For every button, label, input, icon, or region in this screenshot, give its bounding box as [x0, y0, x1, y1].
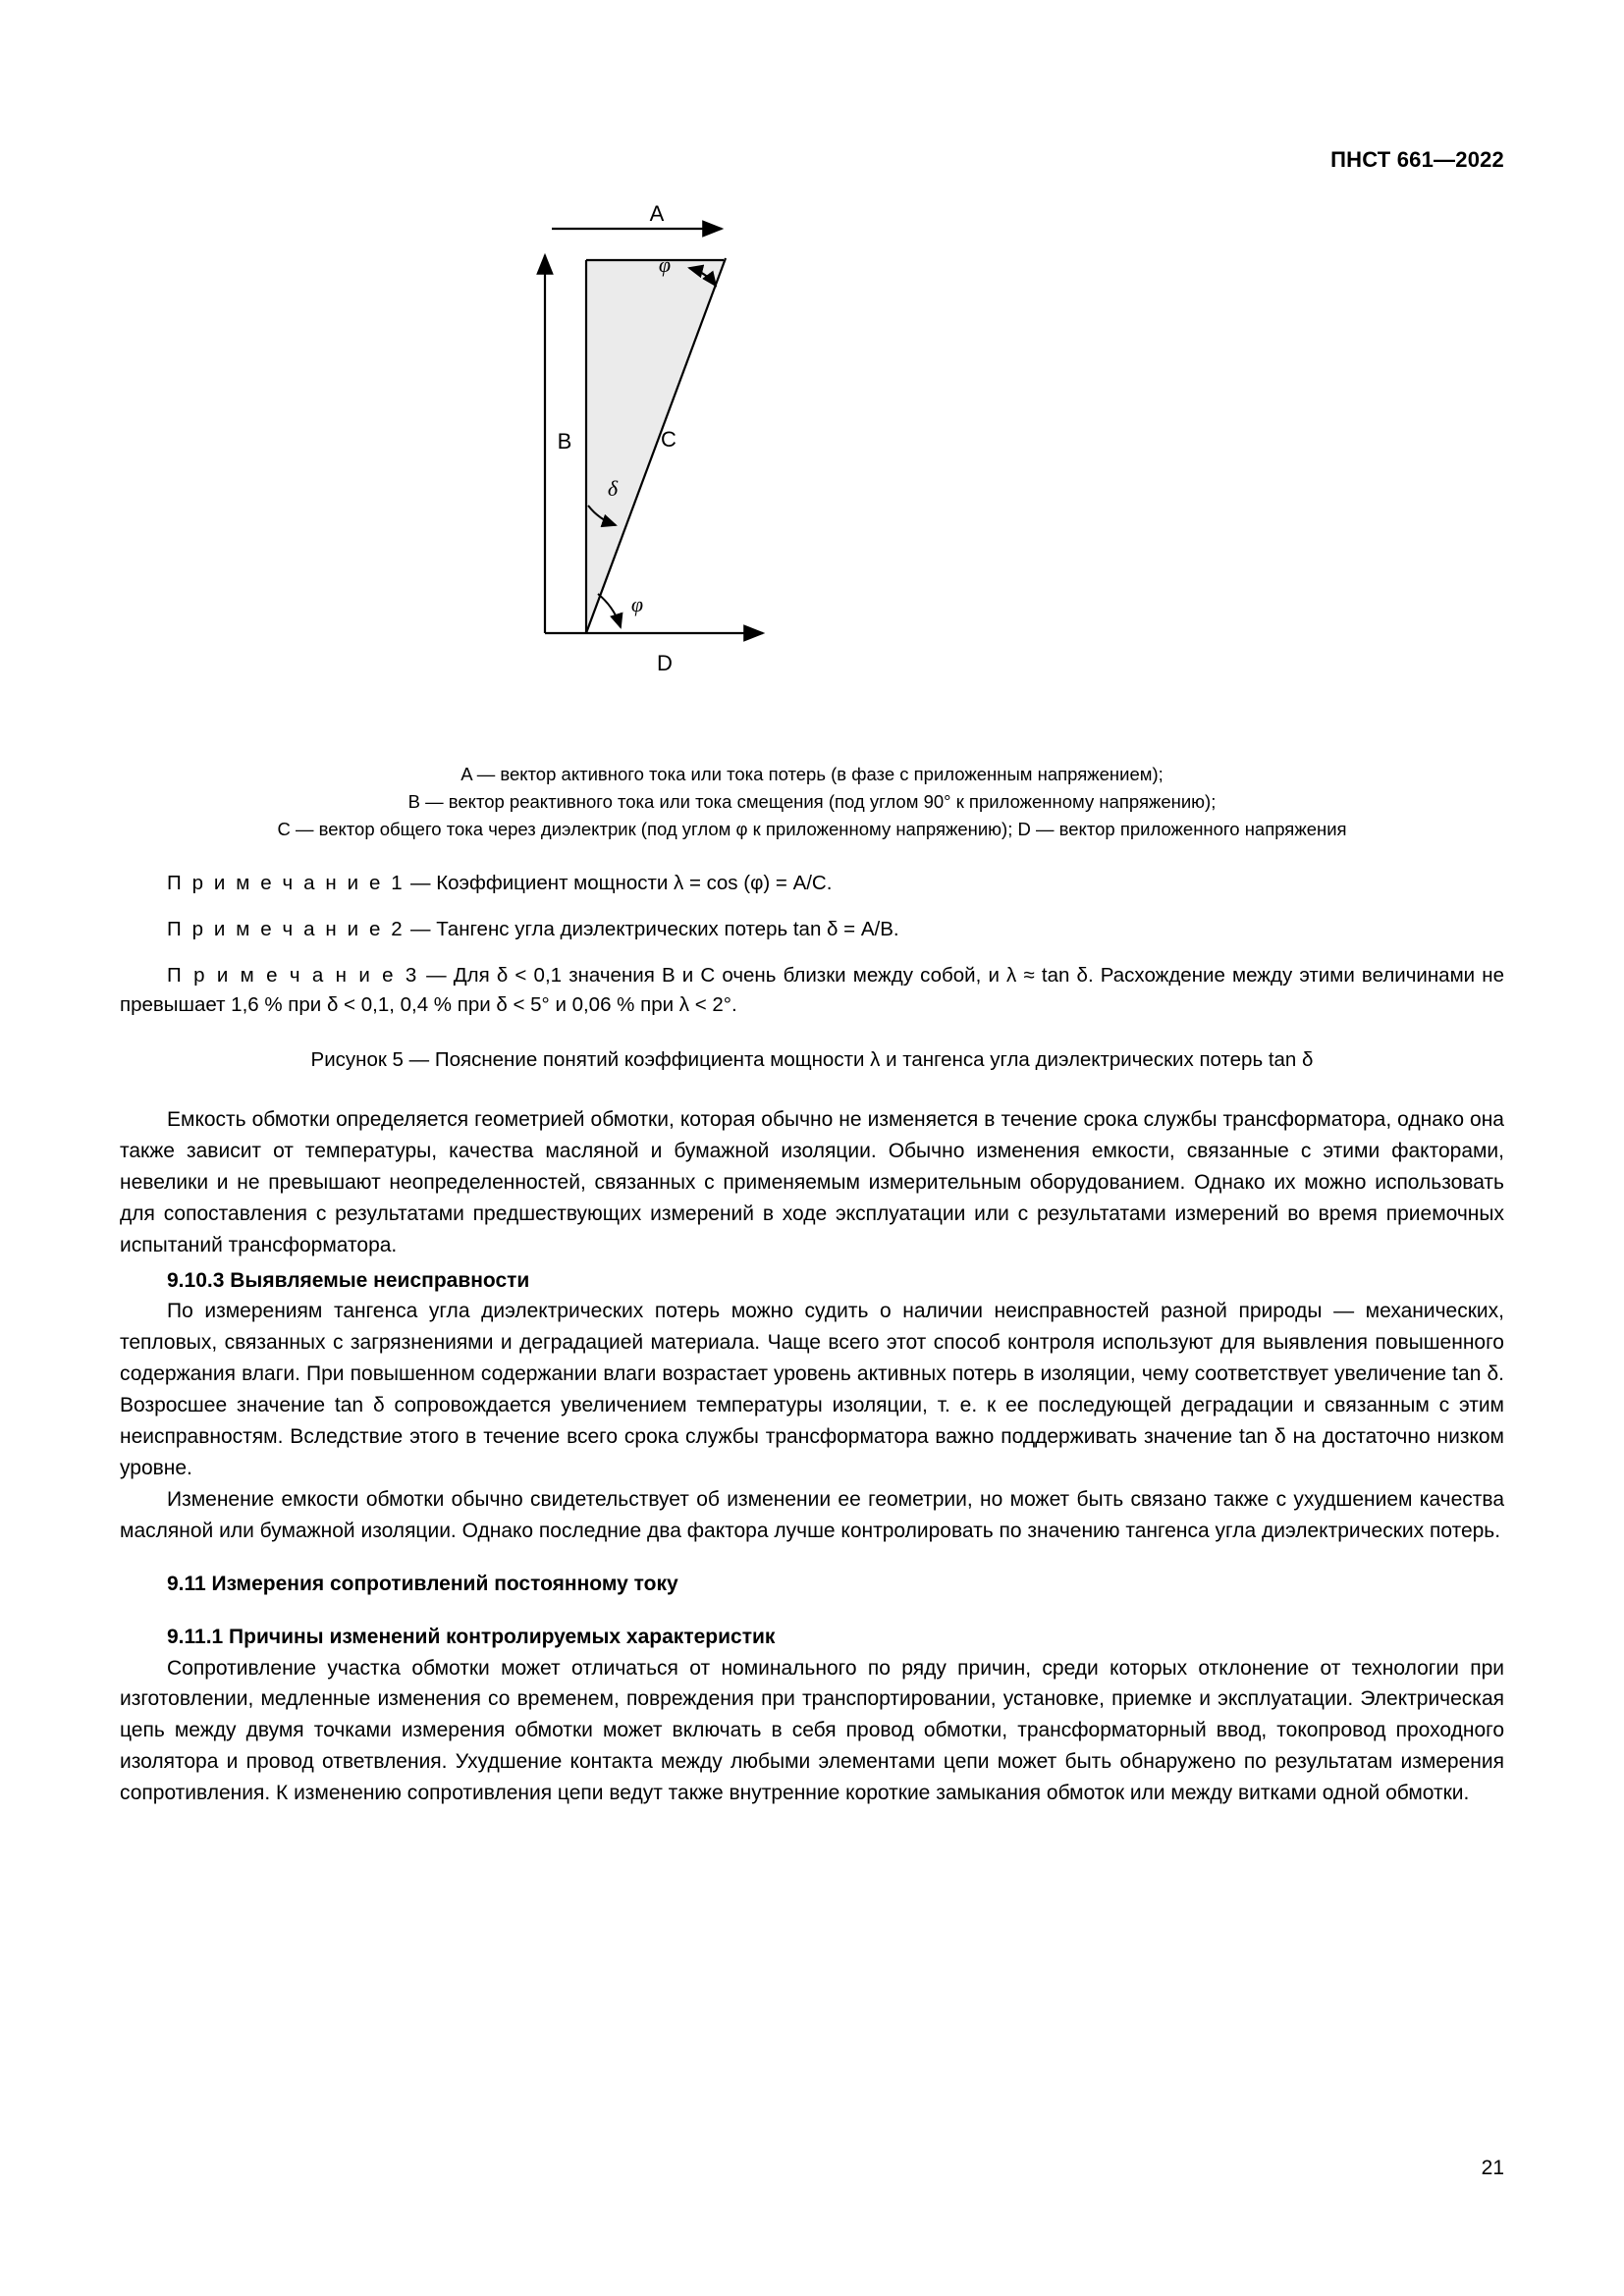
- figure-5: [0, 201, 1624, 751]
- figure-legend: [120, 761, 1504, 843]
- note-3-label: П р и м е ч а н и е 3: [167, 963, 419, 987]
- heading-9-10-3: 9.10.3 Выявляемые неисправности: [167, 1268, 530, 1292]
- page-header: ПНСТ 661—2022: [1330, 147, 1504, 172]
- legend-line-b: B — вектор реактивного тока или тока смещения (под углом 90° к приложенному напряжению);: [407, 791, 1217, 813]
- main-body: [120, 1104, 1504, 1809]
- paragraph-capacitance-change: Изменение емкости обмотки обычно свидетельствует об изменении ее геометрии, но может быть связано также с ухудшением качества масляной или бумажной изоляции. Однако последние два фактора лучше контролировать по значению тангенса угла диэлектрических потерь.: [120, 1487, 1504, 1542]
- legend-line-c-d: C — вектор общего тока через диэлектрик (под углом φ к приложенному напряжению); D — вектор приложенного напряжения: [277, 819, 1347, 840]
- phasor-diagram-svg: [370, 201, 1254, 751]
- paragraph-faults: По измерениям тангенса угла диэлектрических потерь можно судить о наличии неисправностей разной природы — механических, тепловых, связанных с загрязнениями и деградацией материала. Чаще всего этот способ контроля используют для выявления повышенного содержания влаги. При повышенном содержании влаги возрастает уровень активных потерь в изоляции, чему соответствует увеличение tan δ. Возросшее значение tan δ сопровождается увеличением температуры изоляции, т. е. к ее последующей деградации и связанным с этим неисправностям. Вследствие этого в течение всего срока службы трансформатора важно поддерживать значение tan δ на достаточно низком уровне.: [120, 1300, 1504, 1479]
- label-b: B: [557, 429, 572, 454]
- note-1: [120, 869, 1504, 899]
- paragraph-resistance: Сопротивление участка обмотки может отличаться от номинального по ряду причин, среди которых отклонение от технологии при изготовлении, медленные изменения со временем, повреждения при транспортировании, установке, приемке и эксплуатации. Электрическая цепь между двумя точками измерения обмотки может включать в себя провод обмотки, трансформаторный ввод, токопровод проходного изолятора и провод ответвления. Ухудшение контакта между любыми элементами цепи может быть обнаружено по результатам измерения сопротивления. К изменению сопротивления цепи ведут также внутренние короткие замыкания обмоток или между витками одной обмотки.: [120, 1656, 1504, 1805]
- heading-9-11-1: 9.11.1 Причины изменений контролируемых характеристик: [167, 1625, 776, 1648]
- label-a: A: [649, 201, 665, 226]
- note-1-text: — Коэффициент мощности λ = cos (φ) = А/С.: [405, 872, 833, 894]
- label-phi-bottom: φ: [630, 592, 644, 616]
- note-3: [120, 961, 1504, 1022]
- label-d: D: [657, 651, 673, 675]
- label-phi-top: φ: [658, 252, 672, 277]
- phi-bottom-arc: [598, 594, 621, 627]
- note-2-label: П р и м е ч а н и е 2: [167, 917, 406, 940]
- heading-9-11: 9.11 Измерения сопротивлений постоянному току: [167, 1572, 678, 1595]
- paragraph-capacitance: Емкость обмотки определяется геометрией обмотки, которая обычно не изменяется в течение срока службы трансформатора, однако она также зависит от температуры, качества масляной и бумажной изоляции. Обычно изменения емкости, связанные с этими факторами, невелики и не превышают неопределенностей, связанных с применяемым измерительным оборудованием. Однако их можно использовать для сопоставления с результатами предшествующих измерений в ходе эксплуатации или с результатами измерений во время приемочных испытаний трансформатора.: [120, 1108, 1504, 1256]
- note-2-text: — Тангенс угла диэлектрических потерь tan δ = А/В.: [405, 917, 899, 940]
- label-delta: δ: [607, 476, 619, 501]
- page-number: 21: [1481, 2157, 1504, 2179]
- notes-block: [120, 869, 1504, 1037]
- note-2: [120, 915, 1504, 945]
- note-1-label: П р и м е ч а н и е 1: [167, 872, 406, 894]
- figure-caption: Рисунок 5 — Пояснение понятий коэффициента мощности λ и тангенса угла диэлектрических потерь tan δ: [310, 1048, 1314, 1071]
- label-c: C: [661, 427, 677, 452]
- note-3-text: — Для δ < 0,1 значения В и С очень близки между собой, и λ ≈ tan δ. Расхождение между этими величинами не превышает 1,6 % при δ < 0,1, 0,4 % при δ < 5° и 0,06 % при λ < 2°.: [120, 963, 1505, 1017]
- legend-line-a: A — вектор активного тока или тока потерь (в фазе с приложенным напряжением);: [460, 764, 1164, 784]
